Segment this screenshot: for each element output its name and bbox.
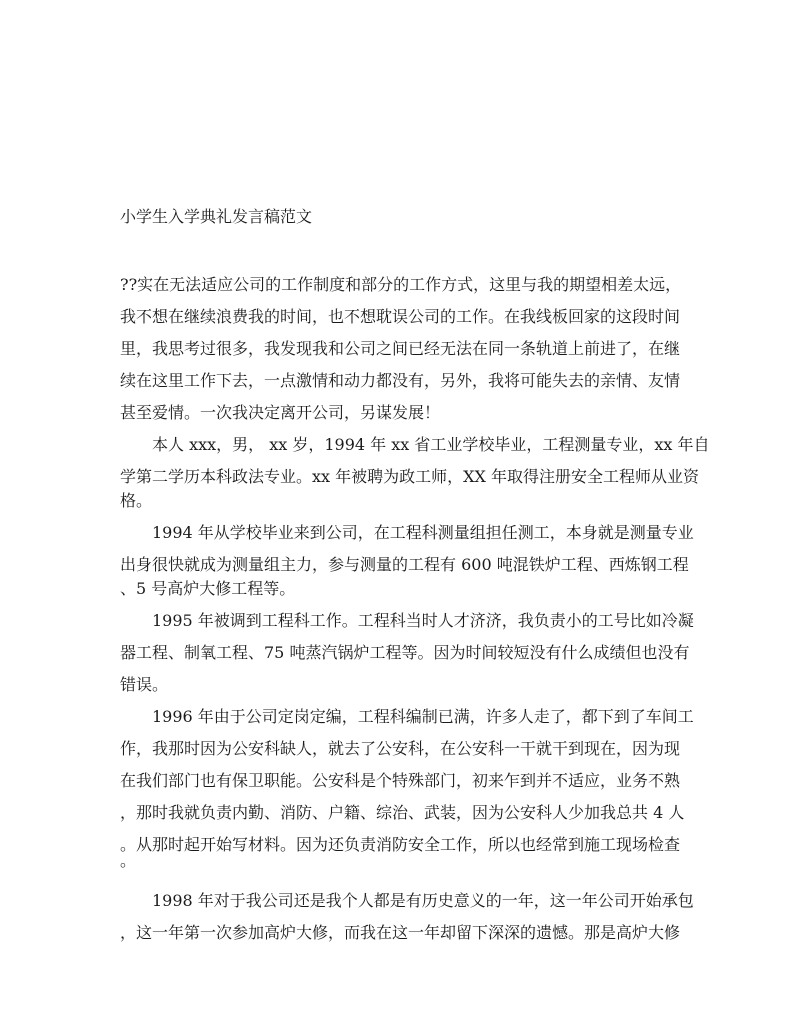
text-line: 作，我那时因为公安科缺人，就去了公安科，在公安科一干就干到现在，因为现	[120, 739, 681, 758]
text-line: 学第二学历本科政法专业。xx 年被聘为政工师，XX 年取得注册安全工程师从业资	[120, 467, 700, 486]
text-line: 1995 年被调到工程科工作。工程科当时人才济济，我负责小的工号比如冷凝	[152, 611, 694, 630]
text-line: ??实在无法适应公司的工作制度和部分的工作方式，这里与我的期望相差太远，	[120, 275, 682, 294]
text-line: 续在这里工作下去，一点激情和动力都没有，另外，我将可能失去的亲情、友情	[120, 371, 681, 390]
text-line: 。从那时起开始写材料。因为还负责消防安全工作，所以也经常到施工现场检查	[120, 835, 681, 854]
text-line: 本人 xxx，男， xx 岁，1994 年 xx 省工业学校毕业，工程测量专业，xx 年自	[152, 435, 710, 454]
text-line: 器工程、制氧工程、75 吨蒸汽锅炉工程等。因为时间较短没有什么成绩但也没有	[120, 643, 690, 662]
text-line: 出身很快就成为测量组主力，参与测量的工程有 600 吨混铁炉工程、西炼钢工程	[120, 555, 689, 574]
text-line: 1994 年从学校毕业来到公司，在工程科测量组担任测工，本身就是测量专业	[152, 523, 694, 542]
text-line: 、5 号高炉大修工程等。	[120, 579, 296, 598]
text-line: 。	[120, 851, 137, 870]
text-line: 1998 年对于我公司还是我个人都是有历史意义的一年，这一年公司开始承包	[152, 891, 694, 910]
text-line: ，那时我就负责内勤、消防、户籍、综治、武装，因为公安科人少加我总共 4 人	[120, 803, 685, 822]
text-line: 我不想在继续浪费我的时间，也不想耽误公司的工作。在我线板回家的这段时间	[120, 307, 681, 326]
text-line: 里，我思考过很多，我发现我和公司之间已经无法在同一条轨道上前进了，在继	[120, 339, 681, 358]
text-line: 格。	[120, 491, 153, 510]
text-line: 错误。	[120, 675, 169, 694]
text-line: ，这一年第一次参加高炉大修，而我在这一年却留下深深的遗憾。那是高炉大修	[120, 923, 681, 942]
text-line: 在我们部门也有保卫职能。公安科是个特殊部门，初来乍到并不适应，业务不熟	[120, 771, 681, 790]
text-line: 甚至爱情。一次我决定离开公司，另谋发展！	[120, 403, 441, 422]
document-title: 小学生入学典礼发言稿范文	[120, 207, 313, 226]
text-line: 1996 年由于公司定岗定编，工程科编制已满，许多人走了，都下到了车间工	[152, 707, 694, 726]
